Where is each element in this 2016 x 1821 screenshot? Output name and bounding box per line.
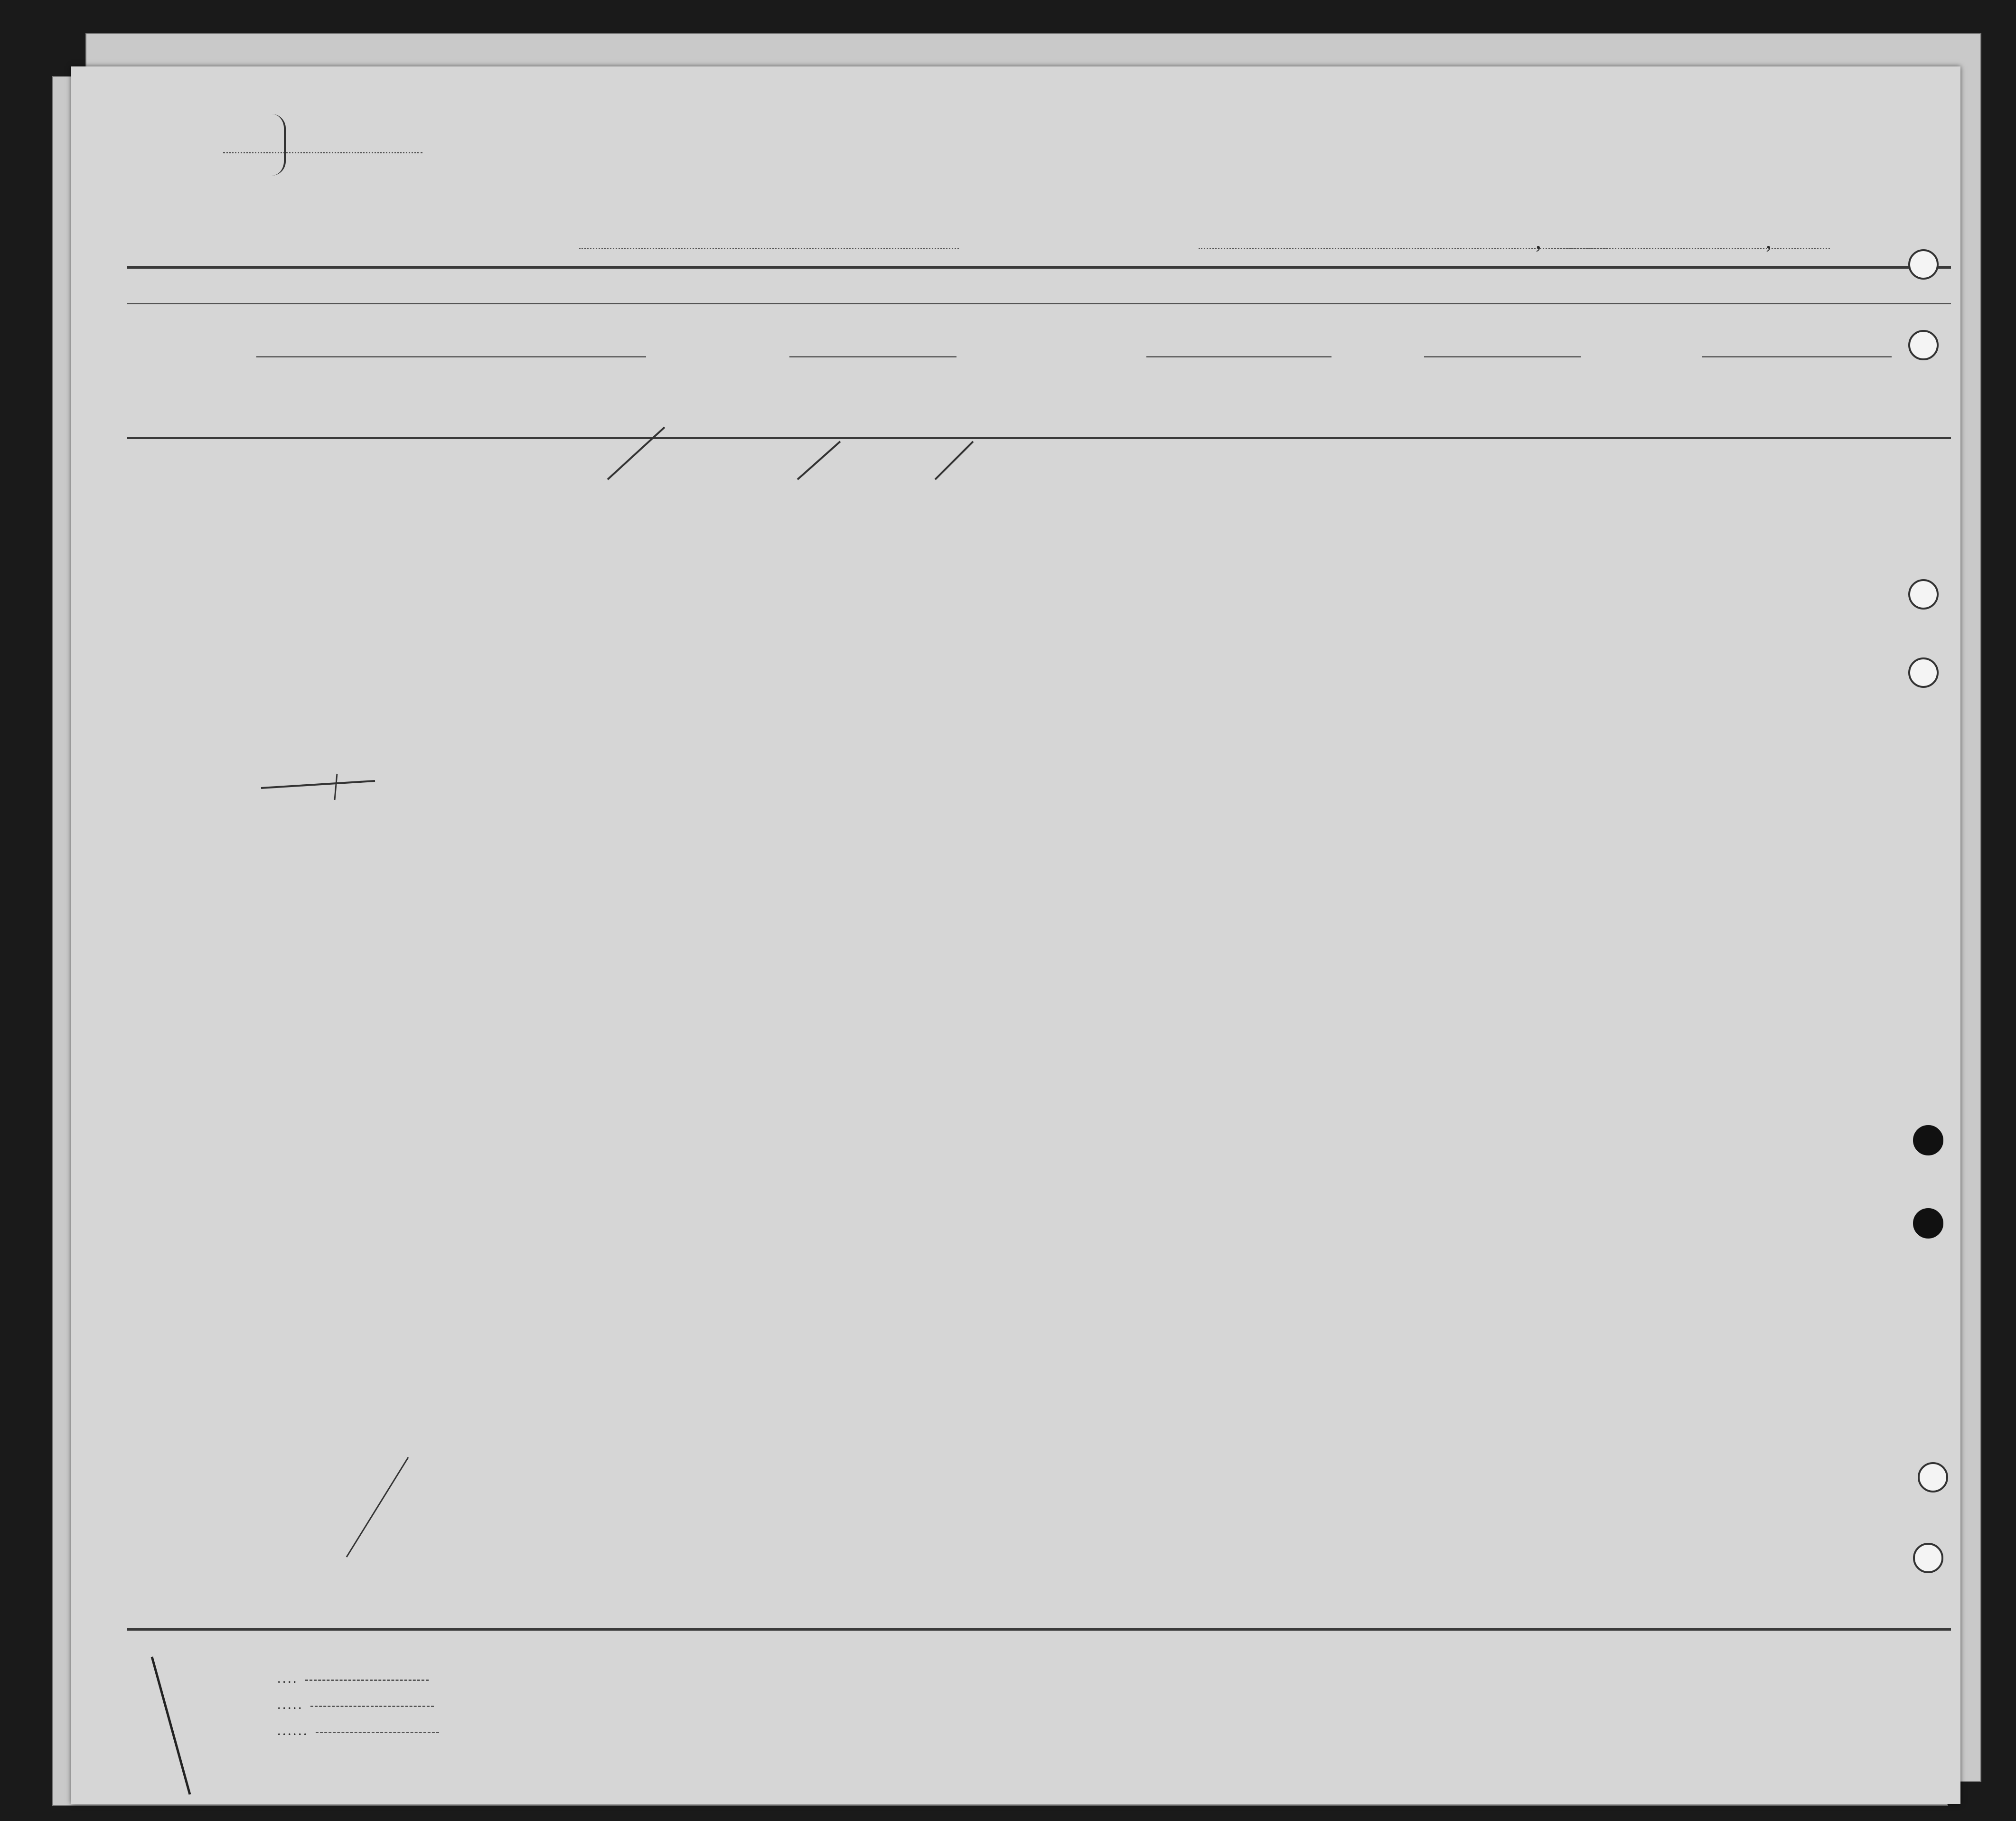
punch-hole	[1913, 1208, 1943, 1239]
punch-hole	[1908, 657, 1939, 688]
punch-hole	[1908, 330, 1939, 360]
manifest-sheet: , , . . . . . . . . . . . . . . .	[71, 66, 1960, 1804]
punch-hole	[1908, 249, 1939, 280]
total-passengers-label: . . . .	[278, 1673, 429, 1686]
punch-hole	[1908, 579, 1939, 610]
punch-hole	[1913, 1125, 1943, 1155]
aliens-label: . . . . . .	[278, 1726, 439, 1738]
punch-hole	[1918, 1462, 1948, 1492]
pen-strokes	[71, 66, 1960, 1804]
punch-hole	[1913, 1543, 1943, 1573]
us-citizens-label: . . . . .	[278, 1699, 434, 1712]
